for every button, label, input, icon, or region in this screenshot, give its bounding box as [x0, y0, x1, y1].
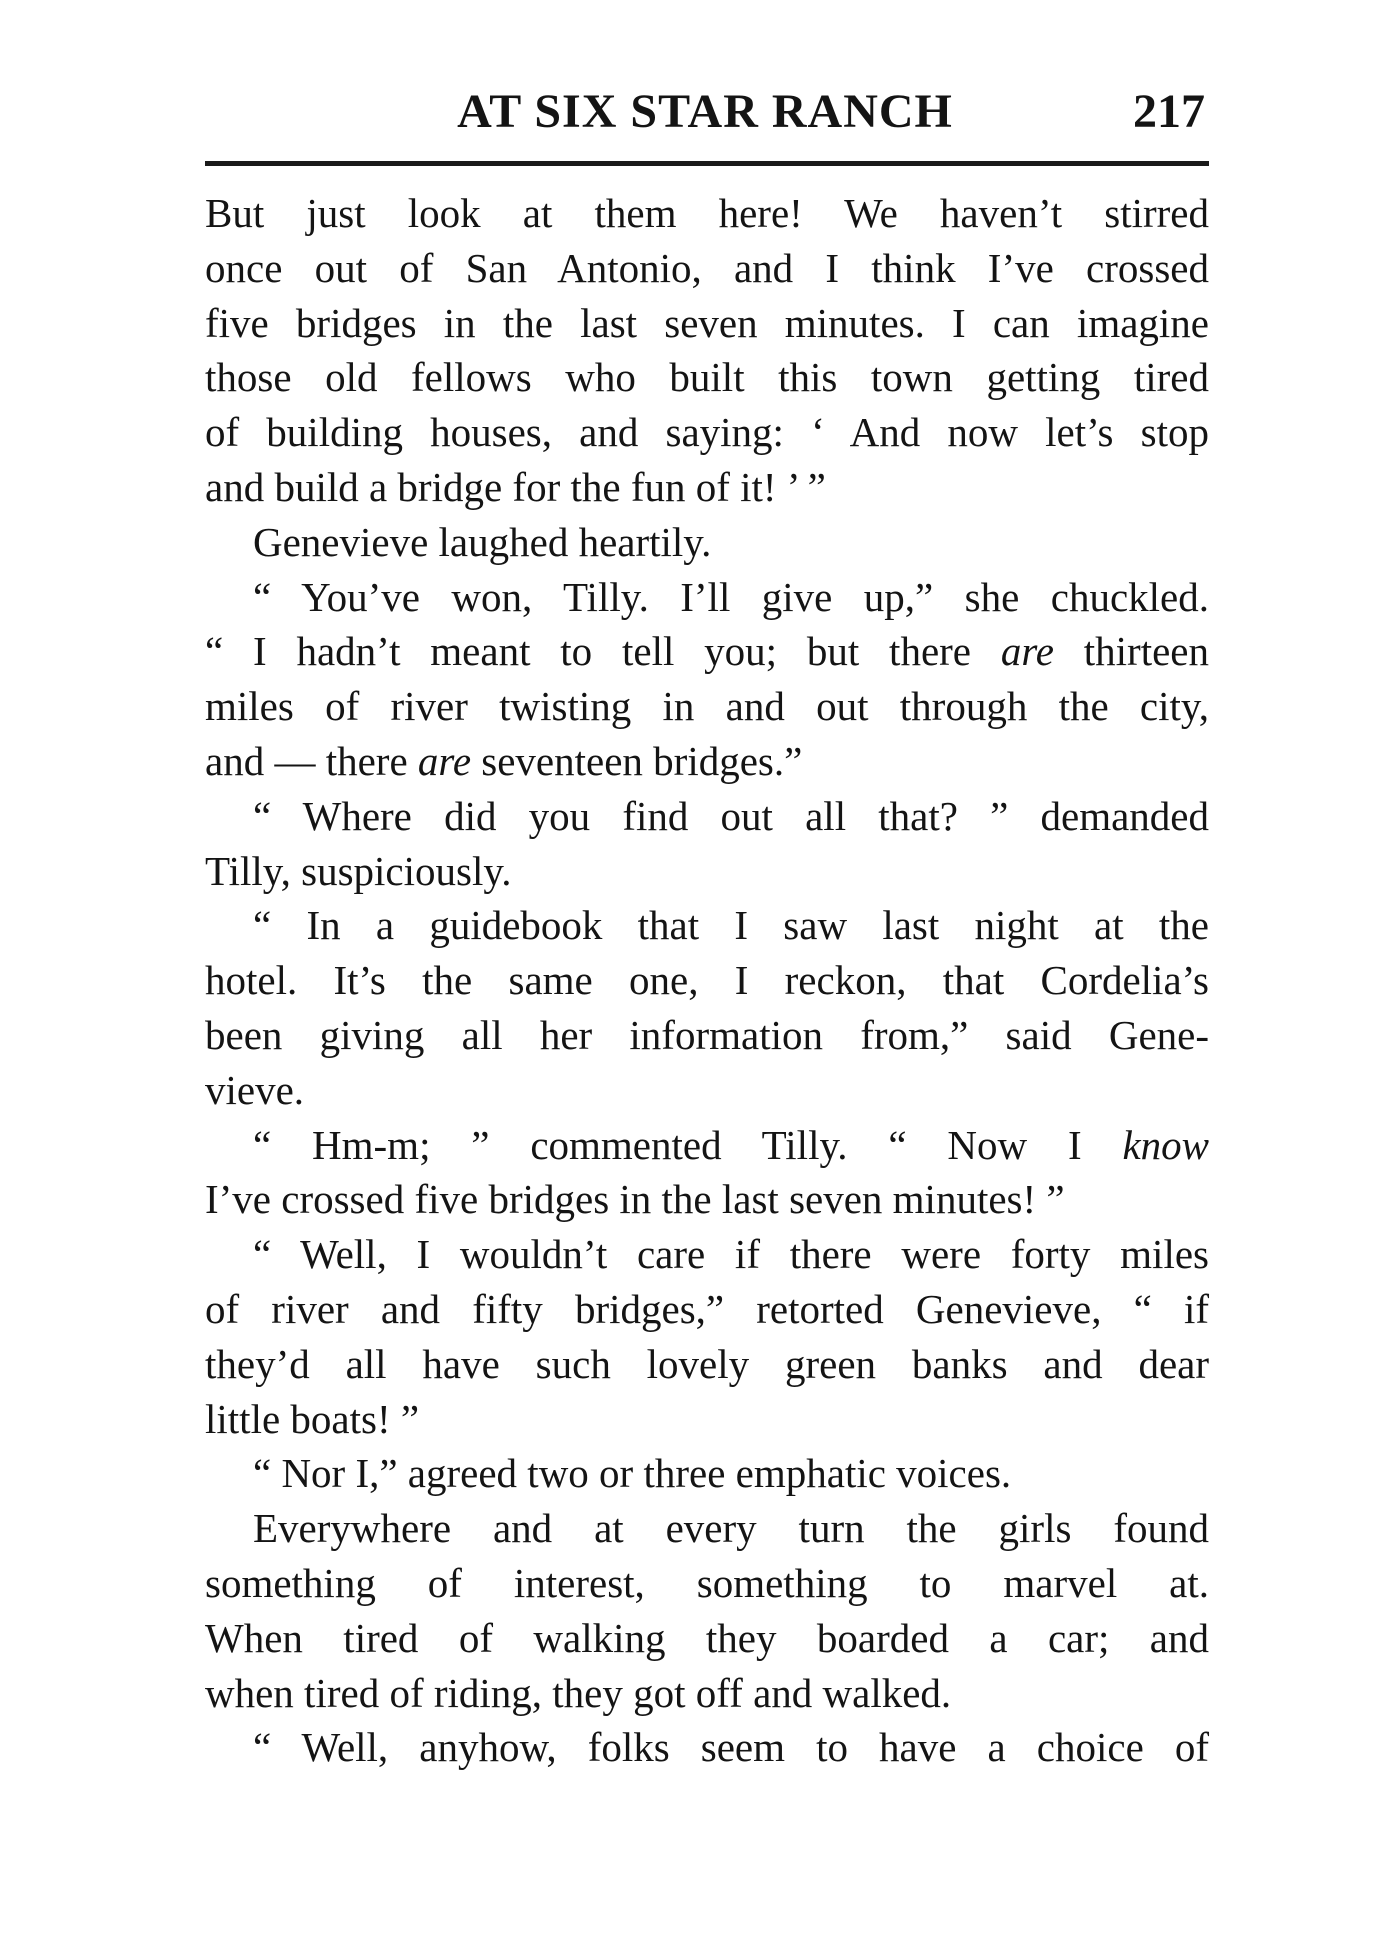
text-line: hotel. It’s the same one, I reckon, that Cordelia’s: [205, 957, 1209, 1004]
text-line: miles of river twisting in and out through the city,: [205, 683, 1209, 730]
text-line: “ You’ve won, Tilly. I’ll give up,” she chuckled.: [253, 573, 1209, 620]
text-line: they’d all have such lovely green banks and dear: [205, 1340, 1209, 1387]
text-line: “ Well, I wouldn’t care if there were forty miles: [253, 1231, 1209, 1278]
paragraph: [205, 515, 1209, 570]
paragraph: [205, 1118, 1209, 1228]
text-line: Genevieve laughed heartily.: [253, 518, 712, 565]
emphasized-word: know: [1122, 1121, 1209, 1168]
text-line: those old fellows who built this town getting tired: [205, 354, 1209, 401]
text-line: When tired of walking they boarded a car; and: [205, 1614, 1209, 1661]
text-line: Tilly, suspiciously.: [205, 847, 512, 894]
text-line: when tired of riding, they got off and walked.: [205, 1669, 952, 1716]
text-line: vieve.: [205, 1066, 305, 1113]
paragraph: [205, 1227, 1209, 1446]
text-line: “ Nor I,” agreed two or three emphatic voices.: [253, 1450, 1012, 1497]
text-line: I’ve crossed five bridges in the last seven minutes! ”: [205, 1176, 1065, 1223]
body-text: [205, 186, 1209, 1775]
text-line: once out of San Antonio, and I think I’ve crossed: [205, 244, 1209, 291]
paragraph: [205, 1446, 1209, 1501]
text-line: But just look at them here! We haven’t stirred: [205, 190, 1209, 236]
text-line: “ In a guidebook that I saw last night at the: [253, 902, 1209, 949]
text-line: “ Hm-m; ” commented Tilly. “ Now I know: [253, 1121, 1209, 1168]
text-line: been giving all her information from,” said Gene-: [205, 1011, 1209, 1058]
header-rule: [205, 161, 1209, 166]
paragraph: [205, 186, 1209, 515]
running-head: [205, 80, 1205, 150]
page-number: 217: [1133, 85, 1205, 138]
paragraph: [205, 789, 1209, 899]
text-line: “ Well, anyhow, folks seem to have a choice of: [253, 1724, 1209, 1771]
emphasized-word: are: [1000, 628, 1054, 675]
emphasized-word: are: [417, 737, 472, 784]
text-line: something of interest, something to marvel at.: [205, 1559, 1209, 1606]
text-line: of building houses, and saying: ‘ And now let’s stop: [205, 409, 1209, 456]
text-line: of river and fifty bridges,” retorted Genevieve, “ if: [205, 1285, 1209, 1332]
text-line: Everywhere and at every turn the girls found: [253, 1505, 1209, 1552]
paragraph: [205, 1720, 1209, 1775]
text-line: and — there are seventeen bridges.”: [205, 737, 803, 784]
text-line: little boats! ”: [205, 1395, 420, 1442]
paragraph: [205, 1501, 1209, 1720]
text-line: “ I hadn’t meant to tell you; but there are thirteen: [205, 628, 1210, 675]
paragraph: [205, 898, 1209, 1117]
text-line: and build a bridge for the fun of it! ’ ”: [205, 463, 826, 510]
text-line: “ Where did you find out all that? ” demanded: [253, 792, 1209, 839]
paragraph: [205, 570, 1209, 789]
text-line: five bridges in the last seven minutes. I can imagine: [205, 299, 1209, 346]
running-title: AT SIX STAR RANCH: [457, 85, 953, 138]
